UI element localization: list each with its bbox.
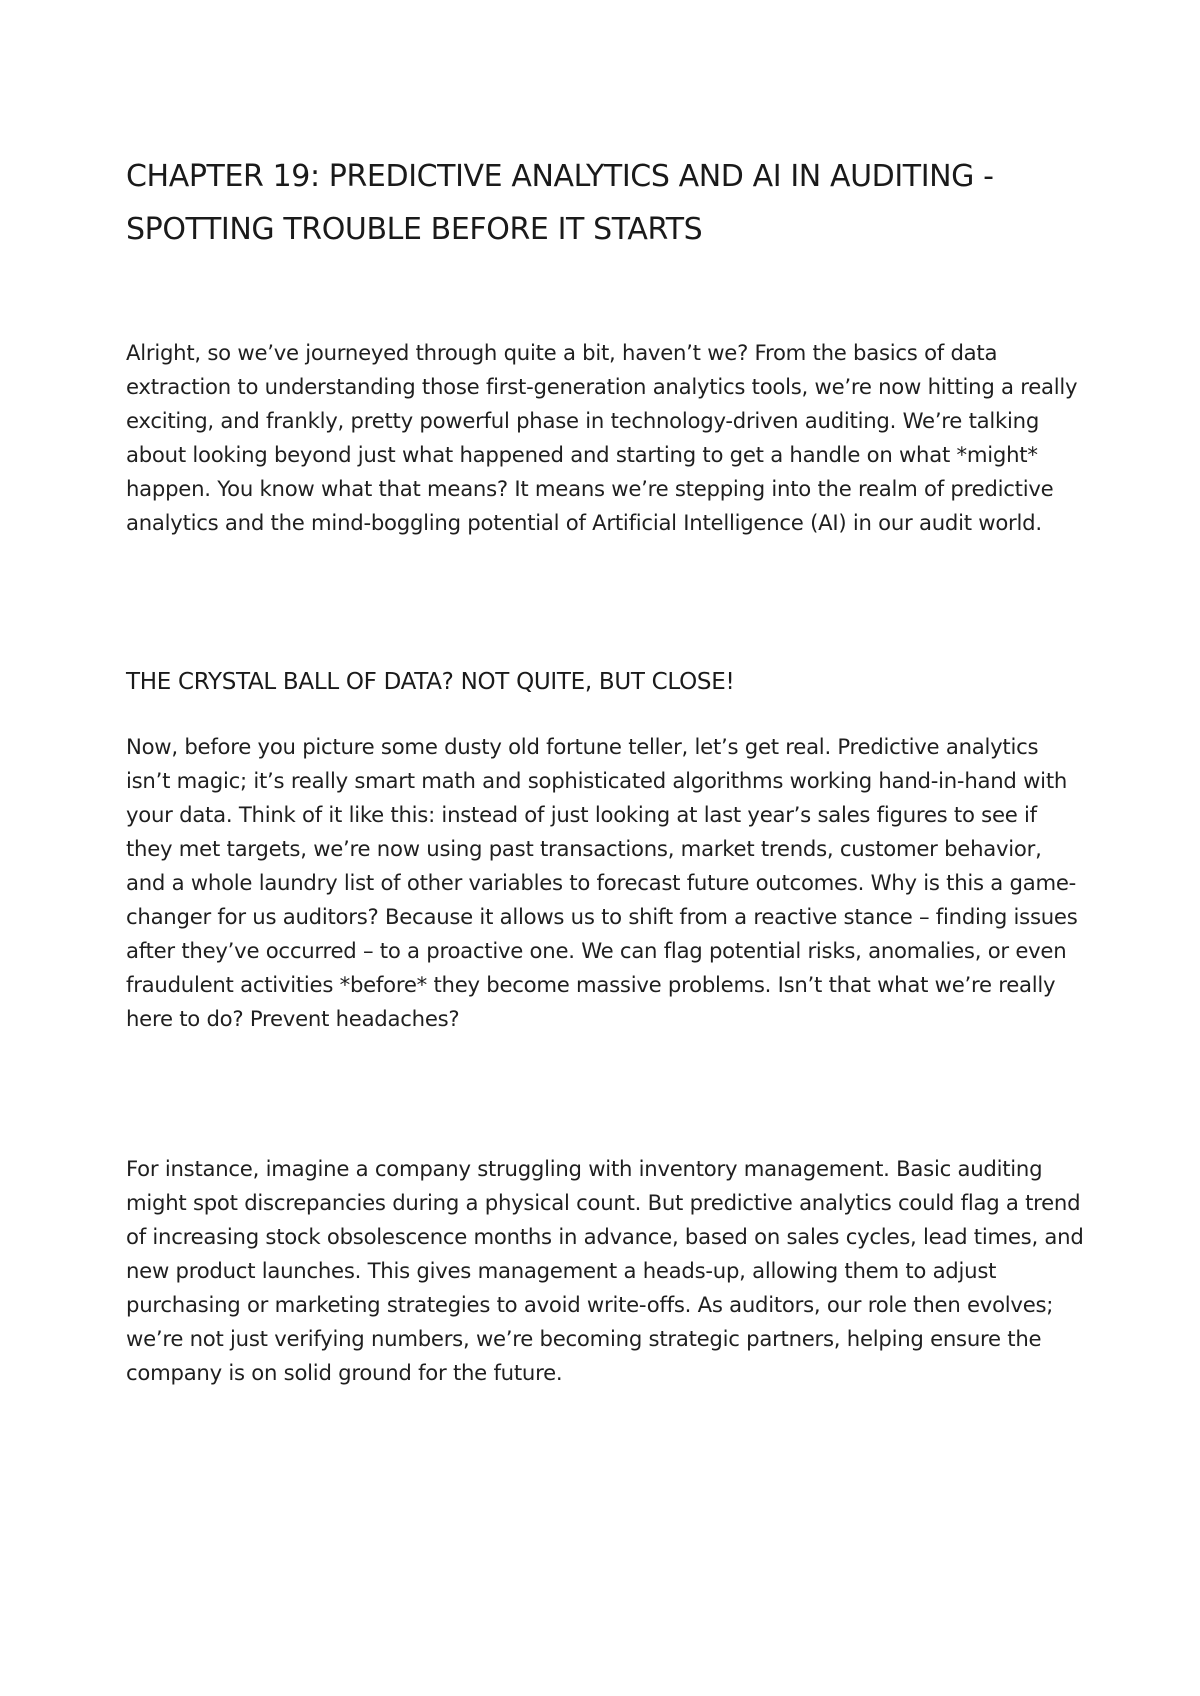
intro-paragraph: Alright, so we’ve journeyed through quite a bit, haven’t we? From the basics of data extraction to understanding those first-generation analytics tools, we’re now hitting a really exciting, and frankly, pretty powerful phase in technology-driven auditing. We’re talking about looking beyond just what happened and starting to get a handle on what *might* happen. You know what that means? It means we’re stepping into the realm of predictive analytics and the mind-boggling potential of Artificial Intelligence (AI) in our audit world. — [126, 340, 1078, 535]
section-paragraph-1: Now, before you picture some dusty old fortune teller, let’s get real. Predictive analytics isn’t magic; it’s really smart math and sophisticated algorithms working hand-in-hand with your data. Think of it like this: instead of just looking at last year’s sales figures to see if they met targets, we’re now using past transactions, market trends, customer behavior, and a whole laundry list of other variables to forecast future outcomes. Why is this a game-changer for us auditors? Because it allows us to shift from a reactive stance – finding issues after they’ve occurred – to a proactive one. We can flag potential risks, anomalies, or even fraudulent activities *before* they become massive problems. Isn’t that what we’re really here to do? Prevent headaches? — [126, 734, 1078, 1031]
section-heading: THE CRYSTAL BALL OF DATA? NOT QUITE, BUT CLOSE! — [126, 669, 735, 695]
chapter-title: CHAPTER 19: PREDICTIVE ANALYTICS AND AI IN AUDITING - SPOTTING TROUBLE BEFORE IT STARTS — [126, 159, 994, 247]
section-paragraph-2: For instance, imagine a company struggling with inventory management. Basic auditing might spot discrepancies during a physical count. But predictive analytics could flag a trend of increasing stock obsolescence months in advance, based on sales cycles, lead times, and new product launches. This gives management a heads-up, allowing them to adjust purchasing or marketing strategies to avoid write-offs. As auditors, our role then evolves; we’re not just verifying numbers, we’re becoming strategic partners, helping ensure the company is on solid ground for the future. — [126, 1156, 1084, 1385]
